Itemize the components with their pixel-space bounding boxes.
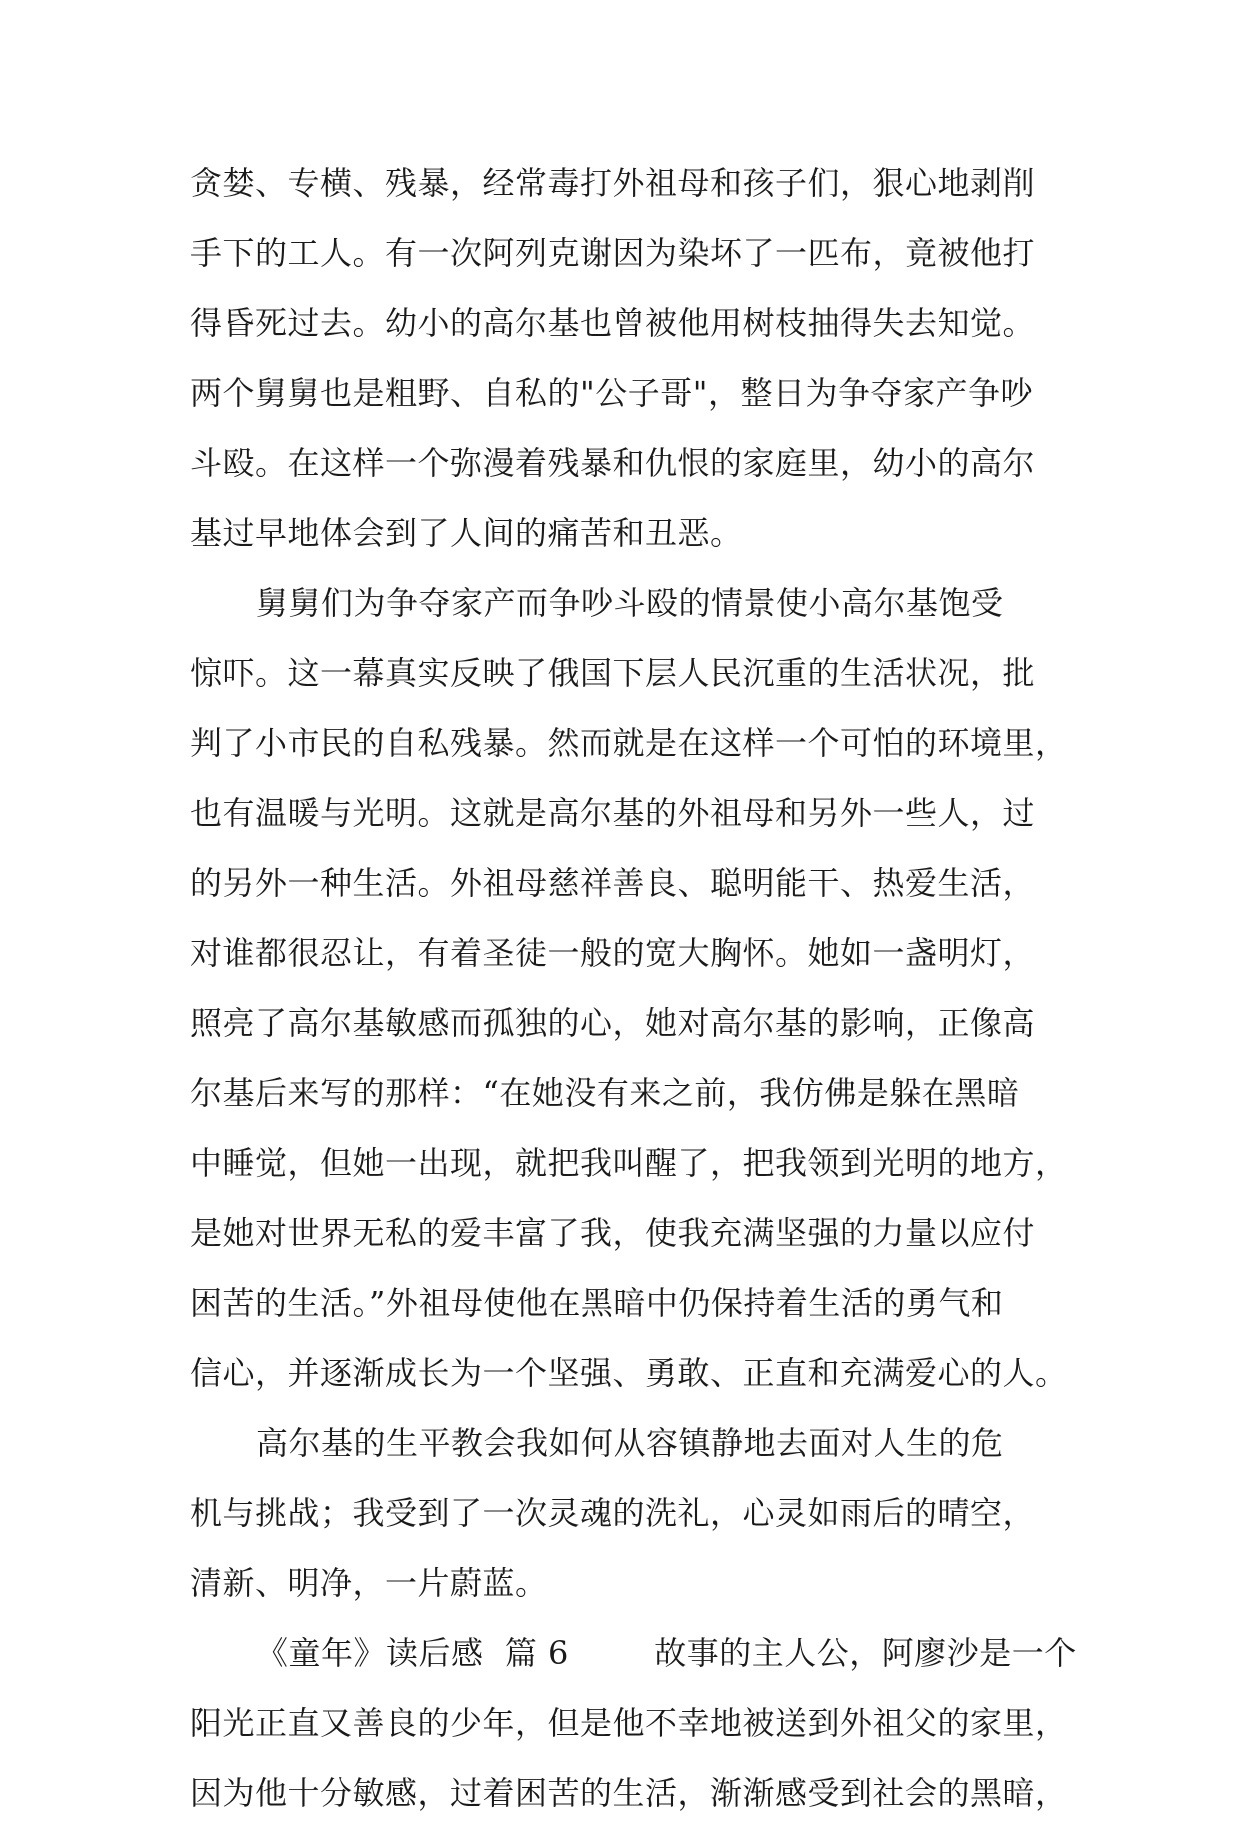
paragraph-start-line: 舅舅们为争夺家产而争吵斗殴的情景使小高尔基饱受 [256, 584, 1004, 622]
text-line: 阳光正直又善良的少年，但是他不幸地被送到外祖父的家里， [190, 1704, 1068, 1742]
body-text [190, 148, 1077, 1828]
text-line: 的另外一种生活。外祖母慈祥善良、聪明能干、热爱生活， [190, 864, 1036, 902]
text-line: 斗殴。在这样一个弥漫着残暴和仇恨的家庭里，幼小的高尔 [190, 444, 1036, 482]
text-line: 是她对世界无私的爱丰富了我，使我充满坚强的力量以应付 [190, 1214, 1036, 1252]
text-line: 中睡觉，但她一出现，就把我叫醒了，把我领到光明的地方， [190, 1144, 1068, 1182]
text-line: 手下的工人。有一次阿列克谢因为染坏了一匹布，竟被他打 [190, 234, 1036, 272]
text-line: 基过早地体会到了人间的痛苦和丑恶。 [190, 514, 743, 552]
text-line: 尔基后来写的那样：“在她没有来之前，我仿佛是躲在黑暗 [190, 1074, 1020, 1112]
text-line: 惊吓。这一幕真实反映了俄国下层人民沉重的生活状况，批 [190, 654, 1036, 692]
text-line: 信心，并逐渐成长为一个坚强、勇敢、正直和充满爱心的人。 [190, 1354, 1068, 1392]
text-line: 机与挑战；我受到了一次灵魂的洗礼，心灵如雨后的晴空， [190, 1494, 1036, 1532]
text-line: 因为他十分敏感，过着困苦的生活，渐渐感受到社会的黑暗， [190, 1774, 1068, 1812]
text-line: 也有温暖与光明。这就是高尔基的外祖母和另外一些人，过 [190, 794, 1036, 832]
text-line: 判了小市民的自私残暴。然而就是在这样一个可怕的环境里， [190, 724, 1068, 762]
text-line: 对谁都很忍让，有着圣徒一般的宽大胸怀。她如一盏明灯， [190, 934, 1036, 972]
text-line: 困苦的生活。”外祖母使他在黑暗中仍保持着生活的勇气和 [190, 1284, 1004, 1322]
text-line: 清新、明净，一片蔚蓝。 [190, 1564, 548, 1602]
text-line: 两个舅舅也是粗野、自私的"公子哥"，整日为争夺家产争吵 [190, 374, 1033, 412]
text-line: 得昏死过去。幼小的高尔基也曾被他用树枝抽得失去知觉。 [190, 304, 1036, 342]
section-heading-line: 《童年》读后感 篇 6 故事的主人公，阿廖沙是一个 [256, 1634, 1077, 1672]
text-line: 照亮了高尔基敏感而孤独的心，她对高尔基的影响，正像高 [190, 1004, 1036, 1042]
text-line: 贪婪、专横、残暴，经常毒打外祖母和孩子们，狠心地剥削 [190, 164, 1036, 202]
paragraph-start-line: 高尔基的生平教会我如何从容镇静地去面对人生的危 [256, 1424, 1004, 1462]
